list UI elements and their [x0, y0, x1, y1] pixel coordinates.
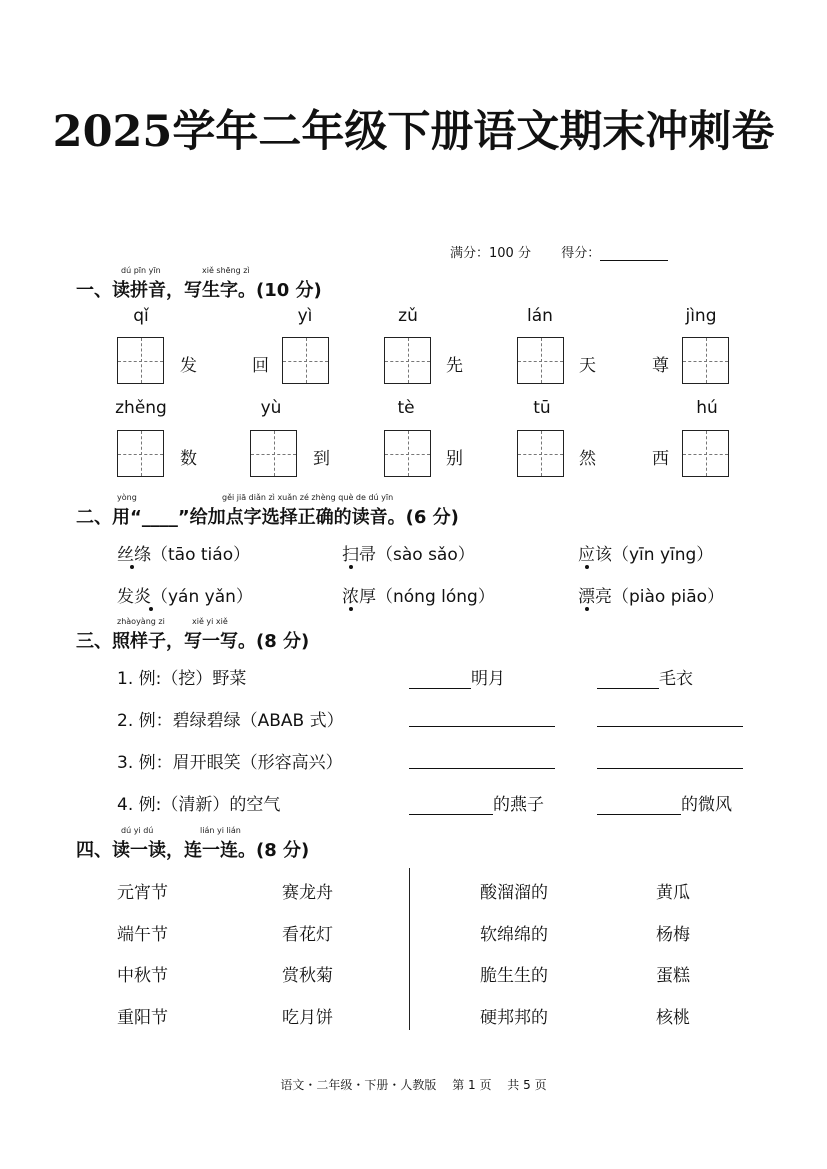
s3-example-4: 4. 例:（清新）的空气	[117, 795, 281, 815]
writing-box[interactable]	[117, 430, 164, 477]
section-4-title: 四、读一读，连一连。(8 分)	[76, 840, 310, 861]
writing-box[interactable]	[117, 337, 164, 384]
s1-r2-pinyin-4: tū	[533, 398, 551, 418]
s4-col4-item[interactable]: 杨梅	[656, 925, 690, 945]
s4-col1-item[interactable]: 中秋节	[117, 966, 168, 986]
s4-col3-item[interactable]: 酸溜溜的	[480, 883, 548, 903]
s4-col1-item[interactable]: 端午节	[117, 925, 168, 945]
s2-item-2: 扫帚（sào sǎo）	[342, 545, 475, 565]
s1-r1-char-2: 回	[252, 356, 269, 376]
s4-col4-item[interactable]: 蛋糕	[656, 966, 690, 986]
s1-r2-char-1: 数	[180, 449, 197, 469]
score-blank[interactable]	[600, 246, 668, 261]
s4-col3-item[interactable]: 硬邦邦的	[480, 1008, 548, 1028]
page-title: 2025学年二年级下册语文期末冲刺卷	[52, 107, 775, 157]
divider-line	[409, 868, 410, 1030]
score-line	[450, 242, 668, 261]
s3-row2-answer-b[interactable]	[597, 706, 743, 727]
s2-item-6: 漂亮（piào piāo）	[578, 587, 725, 607]
s4-col4-item[interactable]: 核桃	[656, 1008, 690, 1028]
s4-anno-2: lián yi lián	[200, 826, 241, 835]
emphasis-dot	[585, 607, 589, 611]
s3-example-1: 1. 例:（挖）野菜	[117, 669, 247, 689]
full-score-label: 满分：100 分	[450, 246, 531, 261]
s3-anno-1: zhàoyàng zi	[117, 617, 165, 626]
s1-r2-pinyin-3: tè	[397, 398, 415, 418]
writing-box[interactable]	[517, 430, 564, 477]
section-3-title: 三、照样子，写一写。(8 分)	[76, 631, 310, 652]
s2-item-4: 发炎（yán yǎn）	[117, 587, 253, 607]
writing-box[interactable]	[682, 430, 729, 477]
page-footer: 语文・二年级・下册・人教版 第 1 页 共 5 页	[280, 1078, 547, 1092]
writing-box[interactable]	[384, 430, 431, 477]
s1-r2-pinyin-2: yù	[260, 398, 282, 418]
s4-col1-item[interactable]: 重阳节	[117, 1008, 168, 1028]
s1-r1-pinyin-3: zǔ	[398, 306, 418, 326]
s3-row4-answer-b[interactable]: 的微风	[597, 790, 732, 815]
s3-example-3: 3. 例：眉开眼笑（形容高兴）	[117, 753, 343, 773]
emphasis-dot	[349, 565, 353, 569]
s1-r1-pinyin-5: jìng	[685, 306, 717, 326]
s1-r1-pinyin-4: lán	[527, 306, 553, 326]
s1-r2-pinyin-1: zhěng	[115, 398, 167, 418]
s1-r2-char-3: 别	[446, 449, 463, 469]
s1-r2-char-2: 到	[313, 449, 330, 469]
s2-item-5: 浓厚（nóng lóng）	[342, 587, 495, 607]
s4-anno-1: dú yi dú	[121, 826, 154, 835]
s1-r1-char-5: 尊	[652, 356, 669, 376]
section-2-title: 二、用“____”给加点字选择正确的读音。(6 分)	[76, 507, 459, 528]
score-label: 得分：	[561, 246, 601, 261]
s1-r1-char-4: 天	[579, 356, 596, 376]
s3-row1-answer-b[interactable]: 毛衣	[597, 664, 693, 689]
writing-box[interactable]	[250, 430, 297, 477]
s4-col2-item[interactable]: 赛龙舟	[282, 883, 333, 903]
s1-r1-pinyin-1: qǐ	[133, 306, 149, 326]
writing-box[interactable]	[682, 337, 729, 384]
s1-r1-pinyin-2: yì	[297, 306, 313, 326]
s1-r2-char-4: 然	[579, 449, 596, 469]
emphasis-dot	[585, 565, 589, 569]
s1-anno-1: dú pīn yīn	[121, 266, 161, 275]
s4-col4-item[interactable]: 黄瓜	[656, 883, 690, 903]
s2-item-1: 丝绦（tāo tiáo）	[117, 545, 251, 565]
s1-r2-pinyin-5: hú	[696, 398, 718, 418]
s4-col2-item[interactable]: 看花灯	[282, 925, 333, 945]
s2-anno-1: yòng	[117, 493, 137, 502]
emphasis-dot	[149, 607, 153, 611]
s3-example-2: 2. 例：碧绿碧绿（ABAB 式）	[117, 711, 344, 731]
s3-row3-answer-a[interactable]	[409, 748, 555, 769]
s4-col1-item[interactable]: 元宵节	[117, 883, 168, 903]
s1-anno-2: xiě shēng zì	[202, 266, 250, 275]
s4-col2-item[interactable]: 赏秋菊	[282, 966, 333, 986]
s2-item-3: 应该（yīn yīng）	[578, 545, 714, 565]
writing-box[interactable]	[384, 337, 431, 384]
s3-row1-answer-a[interactable]: 明月	[409, 664, 505, 689]
s4-col3-item[interactable]: 软绵绵的	[480, 925, 548, 945]
section-1-title: 一、读拼音，写生字。(10 分)	[76, 280, 322, 301]
s4-col2-item[interactable]: 吃月饼	[282, 1008, 333, 1028]
s3-row3-answer-b[interactable]	[597, 748, 743, 769]
emphasis-dot	[130, 565, 134, 569]
s1-r2-char-5: 西	[652, 449, 669, 469]
s1-r1-char-3: 先	[446, 356, 463, 376]
s3-row4-answer-a[interactable]: 的燕子	[409, 790, 544, 815]
s3-row2-answer-a[interactable]	[409, 706, 555, 727]
writing-box[interactable]	[517, 337, 564, 384]
writing-box[interactable]	[282, 337, 329, 384]
emphasis-dot	[349, 607, 353, 611]
s4-col3-item[interactable]: 脆生生的	[480, 966, 548, 986]
s3-anno-2: xiě yi xiě	[192, 617, 228, 626]
s2-anno-2: gěi jiā diǎn zì xuǎn zé zhèng què de dú yīn	[222, 493, 394, 502]
s1-r1-char-1: 发	[180, 356, 197, 376]
